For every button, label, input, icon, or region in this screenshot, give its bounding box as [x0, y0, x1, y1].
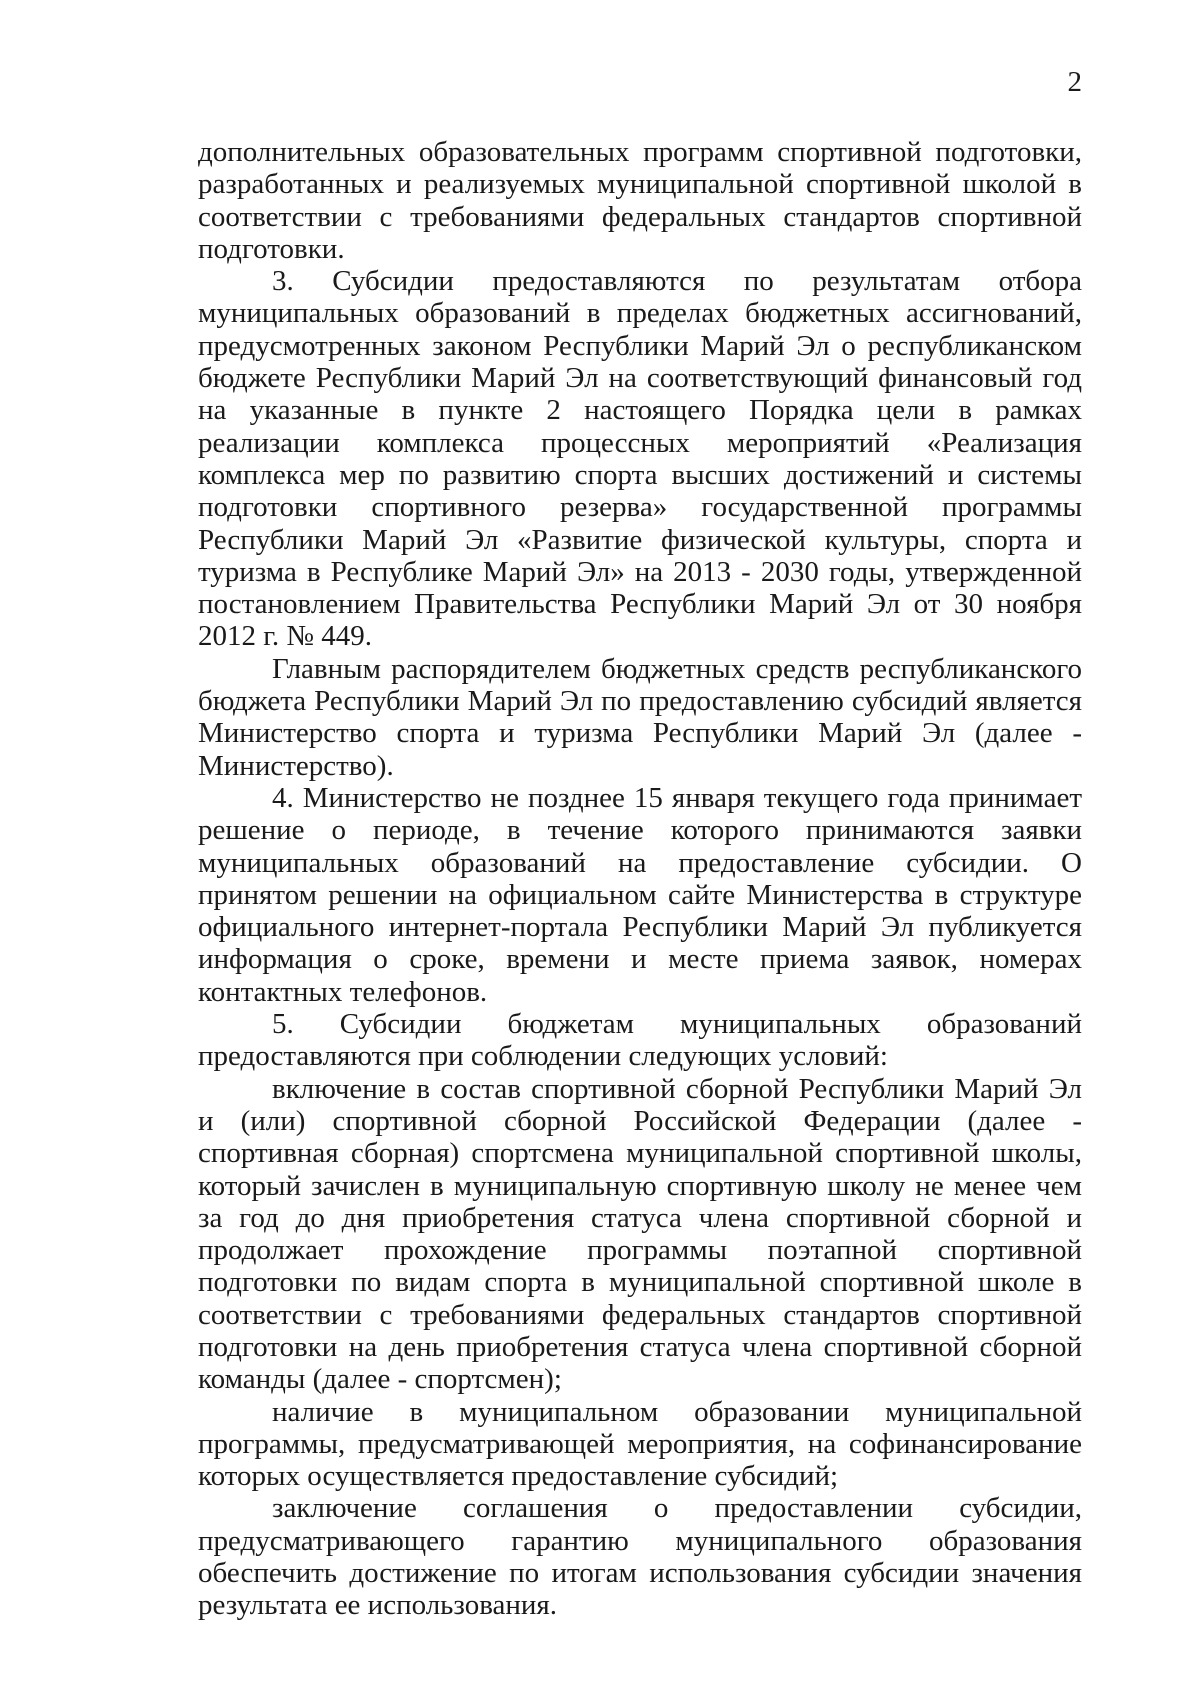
paragraph-item-4-ministry-decision: 4. Министерство не позднее 15 января текущего года принимает решение о периоде, в течение которого принимаются заявки муниципальных образований на предоставление субсидии. О принятом решении на официальном сайте Министерства в структуре официального интернет-портала Республики Марий Эл публикуется информация о сроке, времени и месте приема заявок, номерах контактных телефонов. [198, 781, 1082, 1008]
paragraph-continuation-programs: дополнительных образовательных программ спортивной подготовки, разработанных и реализуемых муниципальной спортивной школой в соответствии с требованиями федеральных стандартов спортивной подготовки. [198, 136, 1082, 265]
page-number: 2 [1067, 66, 1082, 98]
paragraph-item-3-subsidies: 3. Субсидии предоставляются по результатам отбора муниципальных образований в пределах бюджетных ассигнований, предусмотренных законом Республики Марий Эл о республиканском бюджете Республики Марий Эл на соответствующий финансовый год на указанные в пункте 2 настоящего Порядка цели в рамках реализации комплекса процессных мероприятий «Реализация комплекса мер по развитию спорта высших достижений и системы подготовки спортивного резерва» государственной программы Республики Марий Эл «Развитие физической культуры, спорта и туризма в Республике Марий Эл» на 2013 - 2030 годы, утвержденной постановлением Правительства Республики Марий Эл от 30 ноября 2012 г. № 449. [198, 265, 1082, 653]
paragraph-condition-inclusion: включение в состав спортивной сборной Республики Марий Эл и (или) спортивной сборной Российской Федерации (далее - спортивная сборная) спортсмена муниципальной спортивной школы, который зачислен в муниципальную спортивную школу не менее чем за год до дня приобретения статуса члена спортивной сборной и продолжает прохождение программы поэтапной спортивной подготовки по видам спорта в муниципальной спортивной школе в соответствии с требованиями федеральных стандартов спортивной подготовки на день приобретения статуса члена спортивной сборной команды (далее - спортсмен); [198, 1072, 1082, 1396]
paragraph-chief-administrator: Главным распорядителем бюджетных средств республиканского бюджета Республики Марий Эл по предоставлению субсидий является Министерство спорта и туризма Республики Марий Эл (далее - Министерство). [198, 652, 1082, 782]
document-body [198, 136, 1082, 1622]
paragraph-item-5-conditions: 5. Субсидии бюджетам муниципальных образований предоставляются при соблюдении следующих условий: [198, 1008, 1082, 1073]
paragraph-condition-program: наличие в муниципальном образовании муниципальной программы, предусматривающей мероприятия, на софинансирование которых осуществляется предоставление субсидий; [198, 1395, 1082, 1493]
paragraph-condition-agreement: заключение соглашения о предоставлении субсидии, предусматривающего гарантию муниципального образования обеспечить достижение по итогам использования субсидии значения результата ее использования. [198, 1492, 1082, 1622]
